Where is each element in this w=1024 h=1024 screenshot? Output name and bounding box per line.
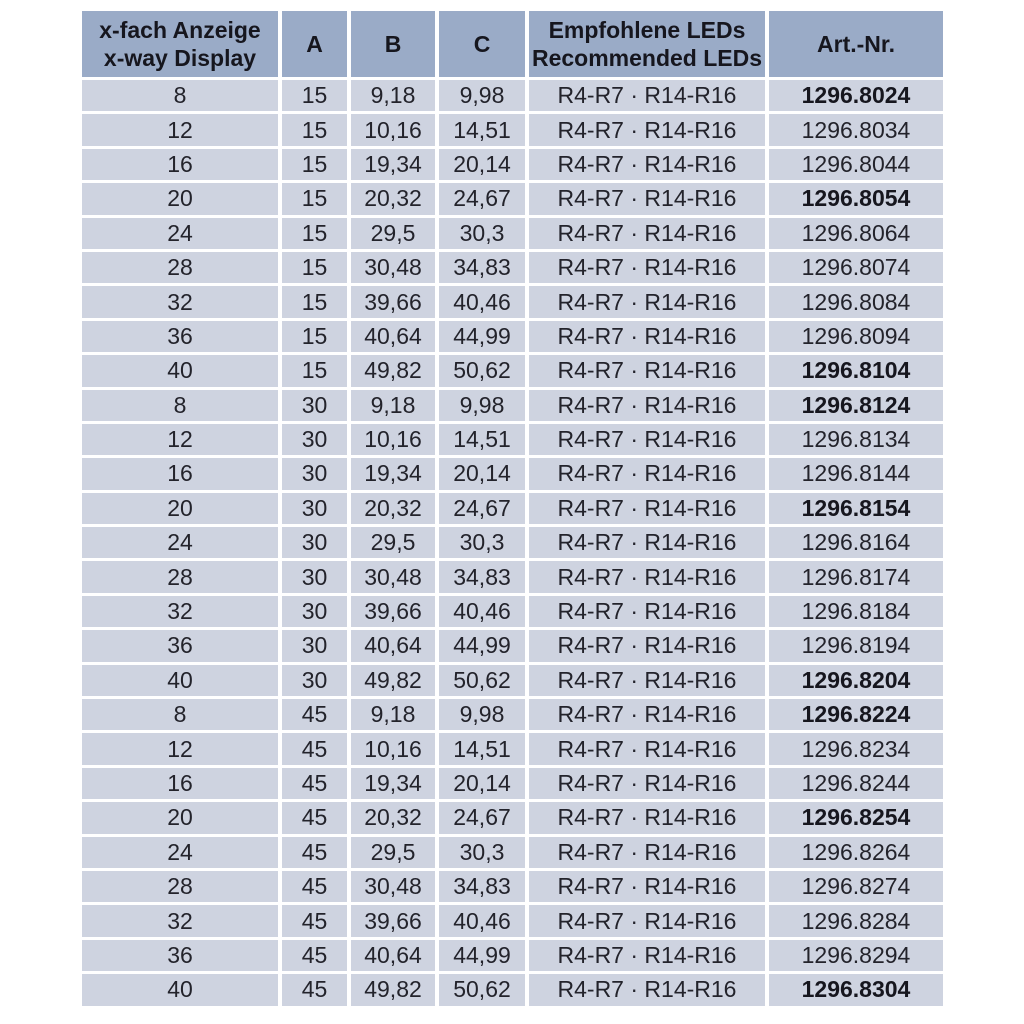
cell-leds: R4-R7 · R14-R16 bbox=[529, 905, 765, 936]
cell-c: 34,83 bbox=[439, 871, 525, 902]
cell-a: 45 bbox=[282, 905, 347, 936]
cell-c: 20,14 bbox=[439, 149, 525, 180]
cell-leds: R4-R7 · R14-R16 bbox=[529, 458, 765, 489]
cell-a: 15 bbox=[282, 149, 347, 180]
cell-art-nr: 1296.8254 bbox=[769, 802, 943, 833]
table-body bbox=[82, 80, 943, 1006]
cell-a: 15 bbox=[282, 114, 347, 145]
cell-b: 39,66 bbox=[351, 286, 435, 317]
cell-b: 20,32 bbox=[351, 493, 435, 524]
cell-b: 40,64 bbox=[351, 321, 435, 352]
cell-x-way-display: 28 bbox=[82, 871, 278, 902]
cell-art-nr: 1296.8274 bbox=[769, 871, 943, 902]
cell-x-way-display: 12 bbox=[82, 114, 278, 145]
cell-a: 45 bbox=[282, 733, 347, 764]
cell-x-way-display: 20 bbox=[82, 183, 278, 214]
cell-b: 20,32 bbox=[351, 802, 435, 833]
table-row bbox=[82, 321, 943, 352]
cell-leds: R4-R7 · R14-R16 bbox=[529, 149, 765, 180]
cell-art-nr: 1296.8194 bbox=[769, 630, 943, 661]
cell-art-nr: 1296.8174 bbox=[769, 561, 943, 592]
header-row bbox=[82, 11, 943, 77]
cell-x-way-display: 8 bbox=[82, 699, 278, 730]
cell-c: 24,67 bbox=[439, 183, 525, 214]
cell-x-way-display: 8 bbox=[82, 80, 278, 111]
cell-art-nr: 1296.8224 bbox=[769, 699, 943, 730]
table-row bbox=[82, 905, 943, 936]
header-c bbox=[439, 11, 525, 77]
cell-b: 19,34 bbox=[351, 768, 435, 799]
table-row bbox=[82, 561, 943, 592]
cell-b: 9,18 bbox=[351, 80, 435, 111]
table-row bbox=[82, 871, 943, 902]
cell-a: 45 bbox=[282, 940, 347, 971]
cell-art-nr: 1296.8244 bbox=[769, 768, 943, 799]
cell-c: 50,62 bbox=[439, 974, 525, 1005]
cell-leds: R4-R7 · R14-R16 bbox=[529, 974, 765, 1005]
cell-x-way-display: 12 bbox=[82, 733, 278, 764]
cell-b: 30,48 bbox=[351, 561, 435, 592]
table-header bbox=[82, 11, 943, 77]
cell-a: 15 bbox=[282, 321, 347, 352]
cell-c: 50,62 bbox=[439, 665, 525, 696]
cell-leds: R4-R7 · R14-R16 bbox=[529, 837, 765, 868]
cell-c: 34,83 bbox=[439, 252, 525, 283]
table-row bbox=[82, 252, 943, 283]
cell-x-way-display: 16 bbox=[82, 458, 278, 489]
cell-leds: R4-R7 · R14-R16 bbox=[529, 596, 765, 627]
cell-x-way-display: 12 bbox=[82, 424, 278, 455]
cell-leds: R4-R7 · R14-R16 bbox=[529, 561, 765, 592]
table-row bbox=[82, 114, 943, 145]
cell-x-way-display: 36 bbox=[82, 940, 278, 971]
cell-c: 44,99 bbox=[439, 940, 525, 971]
cell-x-way-display: 8 bbox=[82, 390, 278, 421]
table-row bbox=[82, 458, 943, 489]
cell-c: 9,98 bbox=[439, 699, 525, 730]
cell-c: 30,3 bbox=[439, 527, 525, 558]
table-row bbox=[82, 733, 943, 764]
cell-art-nr: 1296.8284 bbox=[769, 905, 943, 936]
cell-b: 19,34 bbox=[351, 149, 435, 180]
cell-art-nr: 1296.8294 bbox=[769, 940, 943, 971]
cell-c: 50,62 bbox=[439, 355, 525, 386]
cell-b: 20,32 bbox=[351, 183, 435, 214]
cell-b: 40,64 bbox=[351, 630, 435, 661]
spec-table-container bbox=[78, 8, 947, 1009]
cell-c: 24,67 bbox=[439, 802, 525, 833]
cell-a: 45 bbox=[282, 974, 347, 1005]
cell-art-nr: 1296.8034 bbox=[769, 114, 943, 145]
cell-a: 30 bbox=[282, 458, 347, 489]
cell-a: 30 bbox=[282, 561, 347, 592]
cell-c: 14,51 bbox=[439, 424, 525, 455]
header-label-en: x-way Display bbox=[103, 45, 257, 71]
cell-x-way-display: 32 bbox=[82, 286, 278, 317]
table-row bbox=[82, 424, 943, 455]
cell-x-way-display: 24 bbox=[82, 218, 278, 249]
table-row bbox=[82, 940, 943, 971]
cell-b: 49,82 bbox=[351, 665, 435, 696]
cell-c: 24,67 bbox=[439, 493, 525, 524]
header-label: C bbox=[473, 31, 491, 57]
cell-c: 44,99 bbox=[439, 321, 525, 352]
cell-a: 45 bbox=[282, 768, 347, 799]
cell-b: 29,5 bbox=[351, 837, 435, 868]
table-row bbox=[82, 183, 943, 214]
led-display-spec-table bbox=[78, 8, 947, 1009]
cell-b: 9,18 bbox=[351, 699, 435, 730]
cell-art-nr: 1296.8054 bbox=[769, 183, 943, 214]
cell-leds: R4-R7 · R14-R16 bbox=[529, 768, 765, 799]
cell-a: 30 bbox=[282, 527, 347, 558]
cell-art-nr: 1296.8104 bbox=[769, 355, 943, 386]
cell-leds: R4-R7 · R14-R16 bbox=[529, 183, 765, 214]
cell-b: 9,18 bbox=[351, 390, 435, 421]
cell-a: 45 bbox=[282, 802, 347, 833]
cell-leds: R4-R7 · R14-R16 bbox=[529, 630, 765, 661]
cell-x-way-display: 24 bbox=[82, 527, 278, 558]
cell-x-way-display: 32 bbox=[82, 905, 278, 936]
cell-c: 30,3 bbox=[439, 837, 525, 868]
cell-b: 39,66 bbox=[351, 905, 435, 936]
table-row bbox=[82, 218, 943, 249]
table-row bbox=[82, 80, 943, 111]
table-row bbox=[82, 974, 943, 1005]
cell-b: 30,48 bbox=[351, 252, 435, 283]
cell-a: 30 bbox=[282, 596, 347, 627]
cell-a: 15 bbox=[282, 218, 347, 249]
cell-art-nr: 1296.8074 bbox=[769, 252, 943, 283]
cell-b: 49,82 bbox=[351, 355, 435, 386]
cell-leds: R4-R7 · R14-R16 bbox=[529, 733, 765, 764]
table-row bbox=[82, 665, 943, 696]
cell-a: 45 bbox=[282, 871, 347, 902]
cell-a: 30 bbox=[282, 630, 347, 661]
cell-leds: R4-R7 · R14-R16 bbox=[529, 252, 765, 283]
cell-x-way-display: 20 bbox=[82, 493, 278, 524]
cell-c: 44,99 bbox=[439, 630, 525, 661]
cell-art-nr: 1296.8024 bbox=[769, 80, 943, 111]
cell-b: 10,16 bbox=[351, 424, 435, 455]
cell-leds: R4-R7 · R14-R16 bbox=[529, 665, 765, 696]
cell-leds: R4-R7 · R14-R16 bbox=[529, 114, 765, 145]
table-row bbox=[82, 768, 943, 799]
cell-a: 15 bbox=[282, 252, 347, 283]
header-x-way-display bbox=[82, 11, 278, 77]
cell-x-way-display: 40 bbox=[82, 974, 278, 1005]
cell-art-nr: 1296.8234 bbox=[769, 733, 943, 764]
cell-a: 45 bbox=[282, 837, 347, 868]
cell-x-way-display: 40 bbox=[82, 355, 278, 386]
cell-c: 9,98 bbox=[439, 80, 525, 111]
cell-x-way-display: 32 bbox=[82, 596, 278, 627]
cell-c: 9,98 bbox=[439, 390, 525, 421]
table-row bbox=[82, 390, 943, 421]
cell-x-way-display: 24 bbox=[82, 837, 278, 868]
cell-art-nr: 1296.8144 bbox=[769, 458, 943, 489]
header-recommended-leds bbox=[529, 11, 765, 77]
table-row bbox=[82, 802, 943, 833]
cell-art-nr: 1296.8184 bbox=[769, 596, 943, 627]
cell-a: 30 bbox=[282, 665, 347, 696]
cell-art-nr: 1296.8084 bbox=[769, 286, 943, 317]
cell-leds: R4-R7 · R14-R16 bbox=[529, 80, 765, 111]
cell-c: 40,46 bbox=[439, 596, 525, 627]
header-b bbox=[351, 11, 435, 77]
cell-x-way-display: 16 bbox=[82, 768, 278, 799]
table-row bbox=[82, 596, 943, 627]
header-label: Art.-Nr. bbox=[817, 31, 895, 57]
cell-b: 10,16 bbox=[351, 114, 435, 145]
cell-x-way-display: 16 bbox=[82, 149, 278, 180]
cell-art-nr: 1296.8094 bbox=[769, 321, 943, 352]
cell-art-nr: 1296.8134 bbox=[769, 424, 943, 455]
cell-a: 15 bbox=[282, 355, 347, 386]
cell-a: 30 bbox=[282, 493, 347, 524]
cell-leds: R4-R7 · R14-R16 bbox=[529, 390, 765, 421]
table-row bbox=[82, 527, 943, 558]
table-row bbox=[82, 630, 943, 661]
table-row bbox=[82, 699, 943, 730]
cell-leds: R4-R7 · R14-R16 bbox=[529, 527, 765, 558]
cell-x-way-display: 28 bbox=[82, 252, 278, 283]
cell-a: 15 bbox=[282, 286, 347, 317]
cell-c: 40,46 bbox=[439, 286, 525, 317]
cell-art-nr: 1296.8124 bbox=[769, 390, 943, 421]
cell-art-nr: 1296.8264 bbox=[769, 837, 943, 868]
cell-art-nr: 1296.8064 bbox=[769, 218, 943, 249]
cell-x-way-display: 40 bbox=[82, 665, 278, 696]
cell-c: 30,3 bbox=[439, 218, 525, 249]
cell-a: 15 bbox=[282, 183, 347, 214]
table-row bbox=[82, 837, 943, 868]
cell-b: 19,34 bbox=[351, 458, 435, 489]
cell-c: 14,51 bbox=[439, 733, 525, 764]
cell-art-nr: 1296.8044 bbox=[769, 149, 943, 180]
table-row bbox=[82, 493, 943, 524]
cell-x-way-display: 20 bbox=[82, 802, 278, 833]
header-label: A bbox=[306, 31, 323, 57]
cell-a: 45 bbox=[282, 699, 347, 730]
cell-a: 15 bbox=[282, 80, 347, 111]
cell-b: 29,5 bbox=[351, 527, 435, 558]
cell-b: 49,82 bbox=[351, 974, 435, 1005]
cell-b: 29,5 bbox=[351, 218, 435, 249]
table-row bbox=[82, 355, 943, 386]
cell-b: 10,16 bbox=[351, 733, 435, 764]
cell-a: 30 bbox=[282, 390, 347, 421]
cell-art-nr: 1296.8164 bbox=[769, 527, 943, 558]
cell-c: 34,83 bbox=[439, 561, 525, 592]
header-label: B bbox=[384, 31, 402, 57]
cell-a: 30 bbox=[282, 424, 347, 455]
header-label-en: Recommended LEDs bbox=[531, 45, 763, 71]
cell-leds: R4-R7 · R14-R16 bbox=[529, 871, 765, 902]
cell-leds: R4-R7 · R14-R16 bbox=[529, 493, 765, 524]
cell-leds: R4-R7 · R14-R16 bbox=[529, 424, 765, 455]
cell-art-nr: 1296.8204 bbox=[769, 665, 943, 696]
cell-art-nr: 1296.8154 bbox=[769, 493, 943, 524]
cell-leds: R4-R7 · R14-R16 bbox=[529, 940, 765, 971]
cell-leds: R4-R7 · R14-R16 bbox=[529, 321, 765, 352]
cell-leds: R4-R7 · R14-R16 bbox=[529, 699, 765, 730]
cell-c: 20,14 bbox=[439, 458, 525, 489]
cell-c: 14,51 bbox=[439, 114, 525, 145]
header-a bbox=[282, 11, 347, 77]
table-row bbox=[82, 149, 943, 180]
header-label-de: Empfohlene LEDs bbox=[548, 17, 746, 43]
header-label-de: x-fach Anzeige bbox=[99, 17, 261, 43]
cell-x-way-display: 36 bbox=[82, 630, 278, 661]
header-art-nr bbox=[769, 11, 943, 77]
table-row bbox=[82, 286, 943, 317]
cell-c: 40,46 bbox=[439, 905, 525, 936]
cell-b: 30,48 bbox=[351, 871, 435, 902]
cell-x-way-display: 28 bbox=[82, 561, 278, 592]
cell-leds: R4-R7 · R14-R16 bbox=[529, 286, 765, 317]
cell-art-nr: 1296.8304 bbox=[769, 974, 943, 1005]
cell-leds: R4-R7 · R14-R16 bbox=[529, 802, 765, 833]
cell-b: 39,66 bbox=[351, 596, 435, 627]
cell-b: 40,64 bbox=[351, 940, 435, 971]
cell-x-way-display: 36 bbox=[82, 321, 278, 352]
cell-leds: R4-R7 · R14-R16 bbox=[529, 355, 765, 386]
cell-leds: R4-R7 · R14-R16 bbox=[529, 218, 765, 249]
cell-c: 20,14 bbox=[439, 768, 525, 799]
